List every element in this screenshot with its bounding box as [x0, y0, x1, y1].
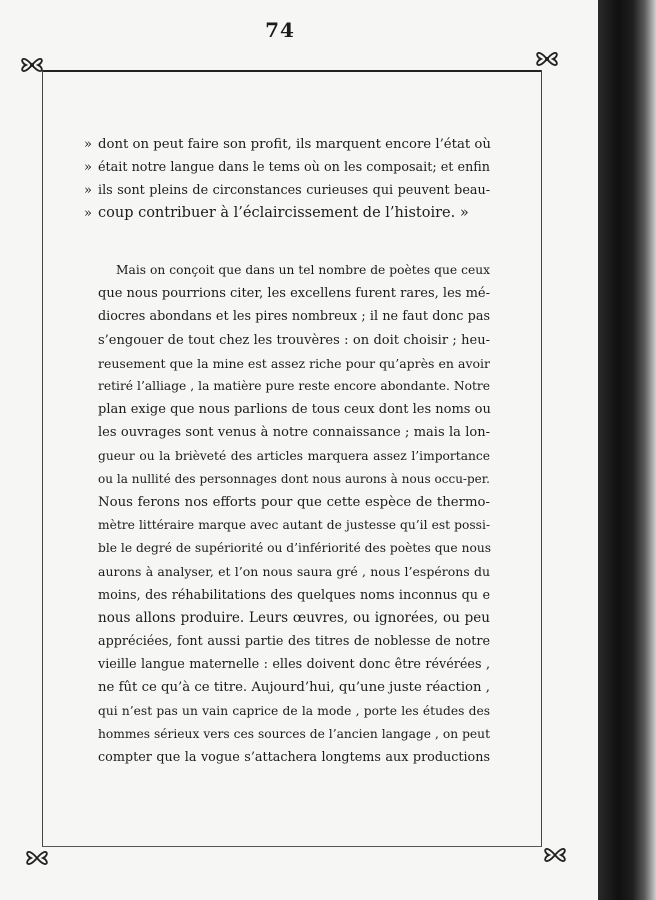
quote-line	[84, 179, 490, 202]
paragraph-line: ou la nullité des personnages dont nous aurons à nous occu-per.	[98, 471, 490, 486]
quote-line-text: coup contribuer à l’éclaircissement de l’histoire. »	[98, 205, 469, 221]
corner-ornament-icon	[532, 44, 562, 74]
quote-line-text: dont on peut faire son profit, ils marquent encore l’état où	[98, 137, 491, 152]
guillemet-mark: »	[84, 137, 92, 152]
paragraph-line: diocres abondans et les pires nombreux ; il ne faut donc pas	[98, 309, 490, 325]
paragraph-line: les ouvrages sont venus à notre connaissance ; mais la lon-	[98, 425, 490, 441]
paragraph-line: ne fût ce qu’à ce titre. Aujourd’hui, qu’une juste réaction ,	[98, 680, 490, 696]
paragraph-line: aurons à analyser, et l’on nous saura gré , nous l’espérons du	[98, 564, 490, 580]
paragraph-line: Nous ferons nos efforts pour que cette espèce de thermo-	[98, 494, 490, 510]
frame-right-rule	[541, 70, 542, 846]
quote-line-text: était notre langue dans le tems où on les composait; et enfin	[98, 160, 490, 175]
paragraph-line: Mais on conçoit que dans un tel nombre de poètes que ceux	[116, 263, 490, 277]
guillemet-mark: »	[84, 160, 92, 175]
frame-bottom-rule	[42, 846, 542, 847]
quote-line-text: ils sont pleins de circonstances curieuses qui peuvent beau-	[98, 183, 490, 198]
paragraph-line: moins, des réhabilitations des quelques noms inconnus qu e	[98, 587, 490, 603]
guillemet-mark: »	[84, 206, 92, 221]
paragraph-line: appréciées, font aussi partie des titres de noblesse de notre	[98, 634, 490, 649]
corner-ornament-icon	[540, 840, 570, 870]
paragraph-line: qui n’est pas un vain caprice de la mode , porte les études des	[98, 703, 490, 718]
paragraph-line: hommes sérieux vers ces sources de l’ancien langage , on peut	[98, 726, 490, 741]
quote-line	[84, 156, 490, 179]
paragraph-line: que nous pourrions citer, les excellens furent rares, les mé-	[98, 286, 490, 302]
frame-left-rule	[42, 70, 43, 846]
paragraph-line: gueur ou la brièveté des articles marquera assez l’importance	[98, 448, 490, 463]
paragraph-line: s’engouer de tout chez les trouvères : on doit choisir ; heu-	[98, 332, 490, 348]
corner-ornament-icon	[22, 843, 52, 873]
quotation-block	[84, 133, 491, 225]
paragraph-line: plan exige que nous parlions de tous ceux dont les noms ou	[98, 402, 491, 418]
frame-top-rule	[42, 70, 542, 72]
paragraph-line: mètre littéraire marque avec autant de justesse qu’il est possi-	[98, 518, 490, 533]
paragraph-line: vieille langue maternelle : elles doivent donc être révérées ,	[98, 657, 490, 673]
book-spine-edge	[598, 0, 656, 900]
paragraph-line: reusement que la mine est assez riche pour qu’après en avoir	[98, 355, 490, 371]
corner-ornament-icon	[17, 50, 47, 80]
paragraph-line: compter que la vogue s’attachera longtems aux productions	[98, 749, 490, 765]
quote-line	[84, 202, 490, 225]
body-paragraph	[98, 259, 490, 769]
paragraph-line: ble le degré de supériorité ou d’infériorité des poètes que nous	[98, 541, 492, 556]
guillemet-mark: »	[84, 183, 92, 198]
quote-line	[84, 133, 491, 156]
paragraph-line: retiré l’alliage , la matière pure reste encore abondante. Notre	[98, 378, 490, 393]
paragraph-line: nous allons produire. Leurs œuvres, ou ignorées, ou peu	[98, 609, 490, 626]
page-number: 74	[265, 18, 295, 42]
